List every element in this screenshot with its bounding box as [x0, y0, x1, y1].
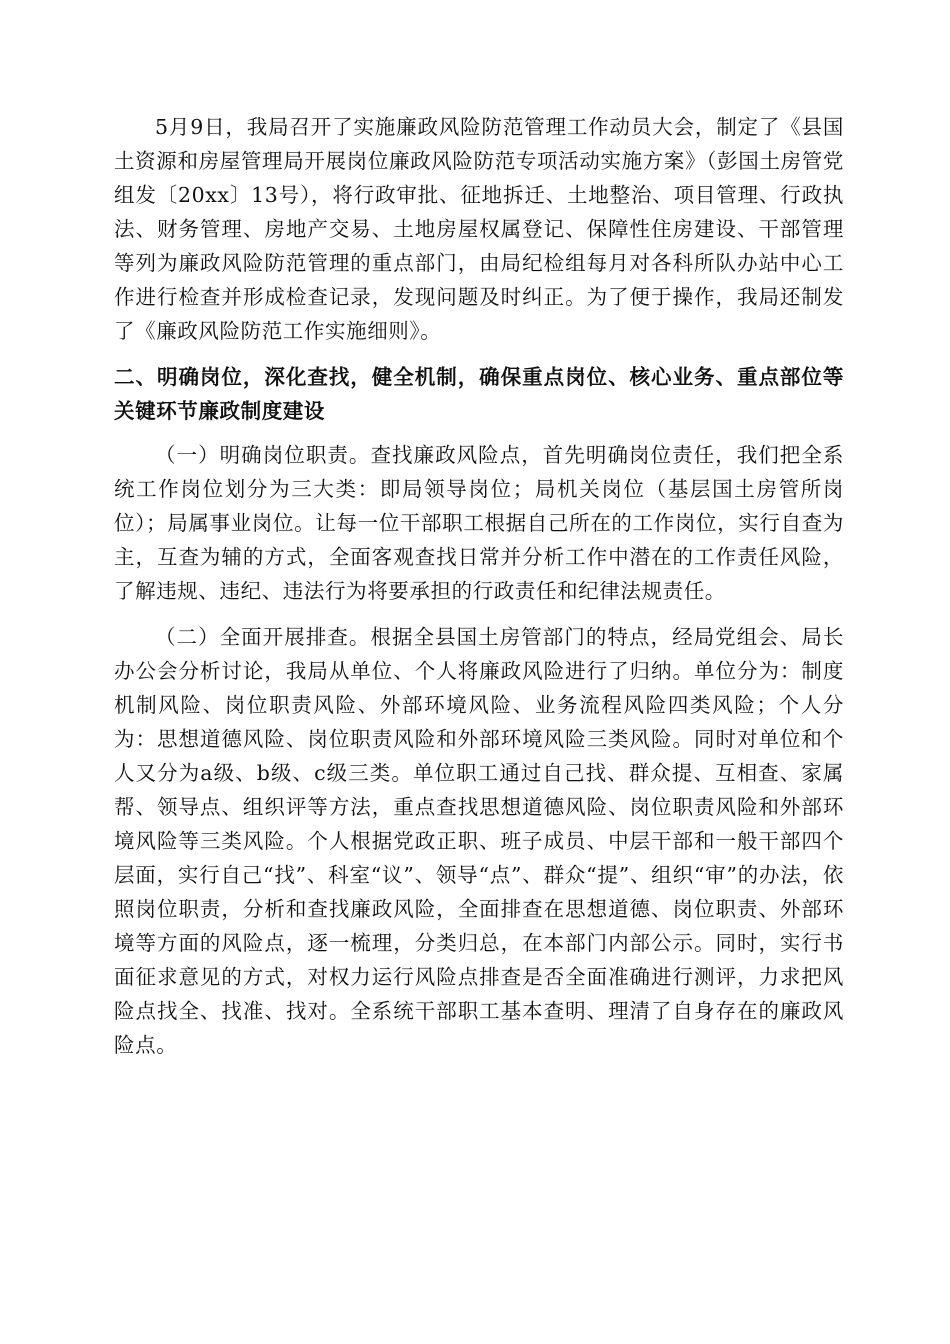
document-page — [114, 110, 844, 1062]
section-heading: 二、明确岗位，深化查找，健全机制，确保重点岗位、核心业务、重点部位等关键环节廉政制度建设 — [114, 365, 844, 423]
job-duties-paragraph: （一）明确岗位职责。查找廉政风险点，首先明确岗位责任，我们把全系统工作岗位划分为三大类：即局领导岗位；局机关岗位（基层国土房管所岗位）；局属事业岗位。让每一位干部职工根据自己所在的工作岗位，实行自查为主，互查为辅的方式，全面客观查找日常并分析工作中潜在的工作责任风险，了解违规、违纪、违法行为将要承担的行政责任和纪律法规责任。 — [114, 443, 844, 603]
risk-investigation-paragraph: （二）全面开展排查。根据全县国土房管部门的特点，经局党组会、局长办公会分析讨论，我局从单位、个人将廉政风险进行了归纳。单位分为：制度机制风险、岗位职责风险、外部环境风险、业务流程风险四类风险；个人分为：思想道德风险、岗位职责风险和外部环境风险三类风险。同时对单位和个人又分为a级、b级、c级三类。单位职工通过自己找、群众提、互相查、家属帮、领导点、组织评等方法，重点查找思想道德风险、岗位职责风险和外部环境风险等三类风险。个人根据党政正职、班子成员、中层干部和一般干部四个层面，实行自己“找”、科室“议”、领导“点”、群众“提”、组织“审”的办法，依照岗位职责，分析和查找廉政风险，全面排查在思想道德、岗位职责、外部环境等方面的风险点，逐一梳理，分类归总，在本部门内部公示。同时，实行书面征求意见的方式，对权力运行风险点排查是否全面准确进行测评，力求把风险点找全、找准、找对。全系统干部职工基本查明、理清了自身存在的廉政风险点。 — [114, 625, 844, 1057]
intro-paragraph: 5月9日，我局召开了实施廉政风险防范管理工作动员大会，制定了《县国土资源和房屋管理局开展岗位廉政风险防范专项活动实施方案》（彭国土房管党组发〔20xx〕13号），将行政审批、征地拆迁、土地整治、项目管理、行政执法、财务管理、房地产交易、土地房屋权属登记、保障性住房建设、干部管理等列为廉政风险防范管理的重点部门，由局纪检组每月对各科所队办站中心工作进行检查并形成检查记录，发现问题及时纠正。为了便于操作，我局还制发了《廉政风险防范工作实施细则》。 — [114, 115, 844, 343]
